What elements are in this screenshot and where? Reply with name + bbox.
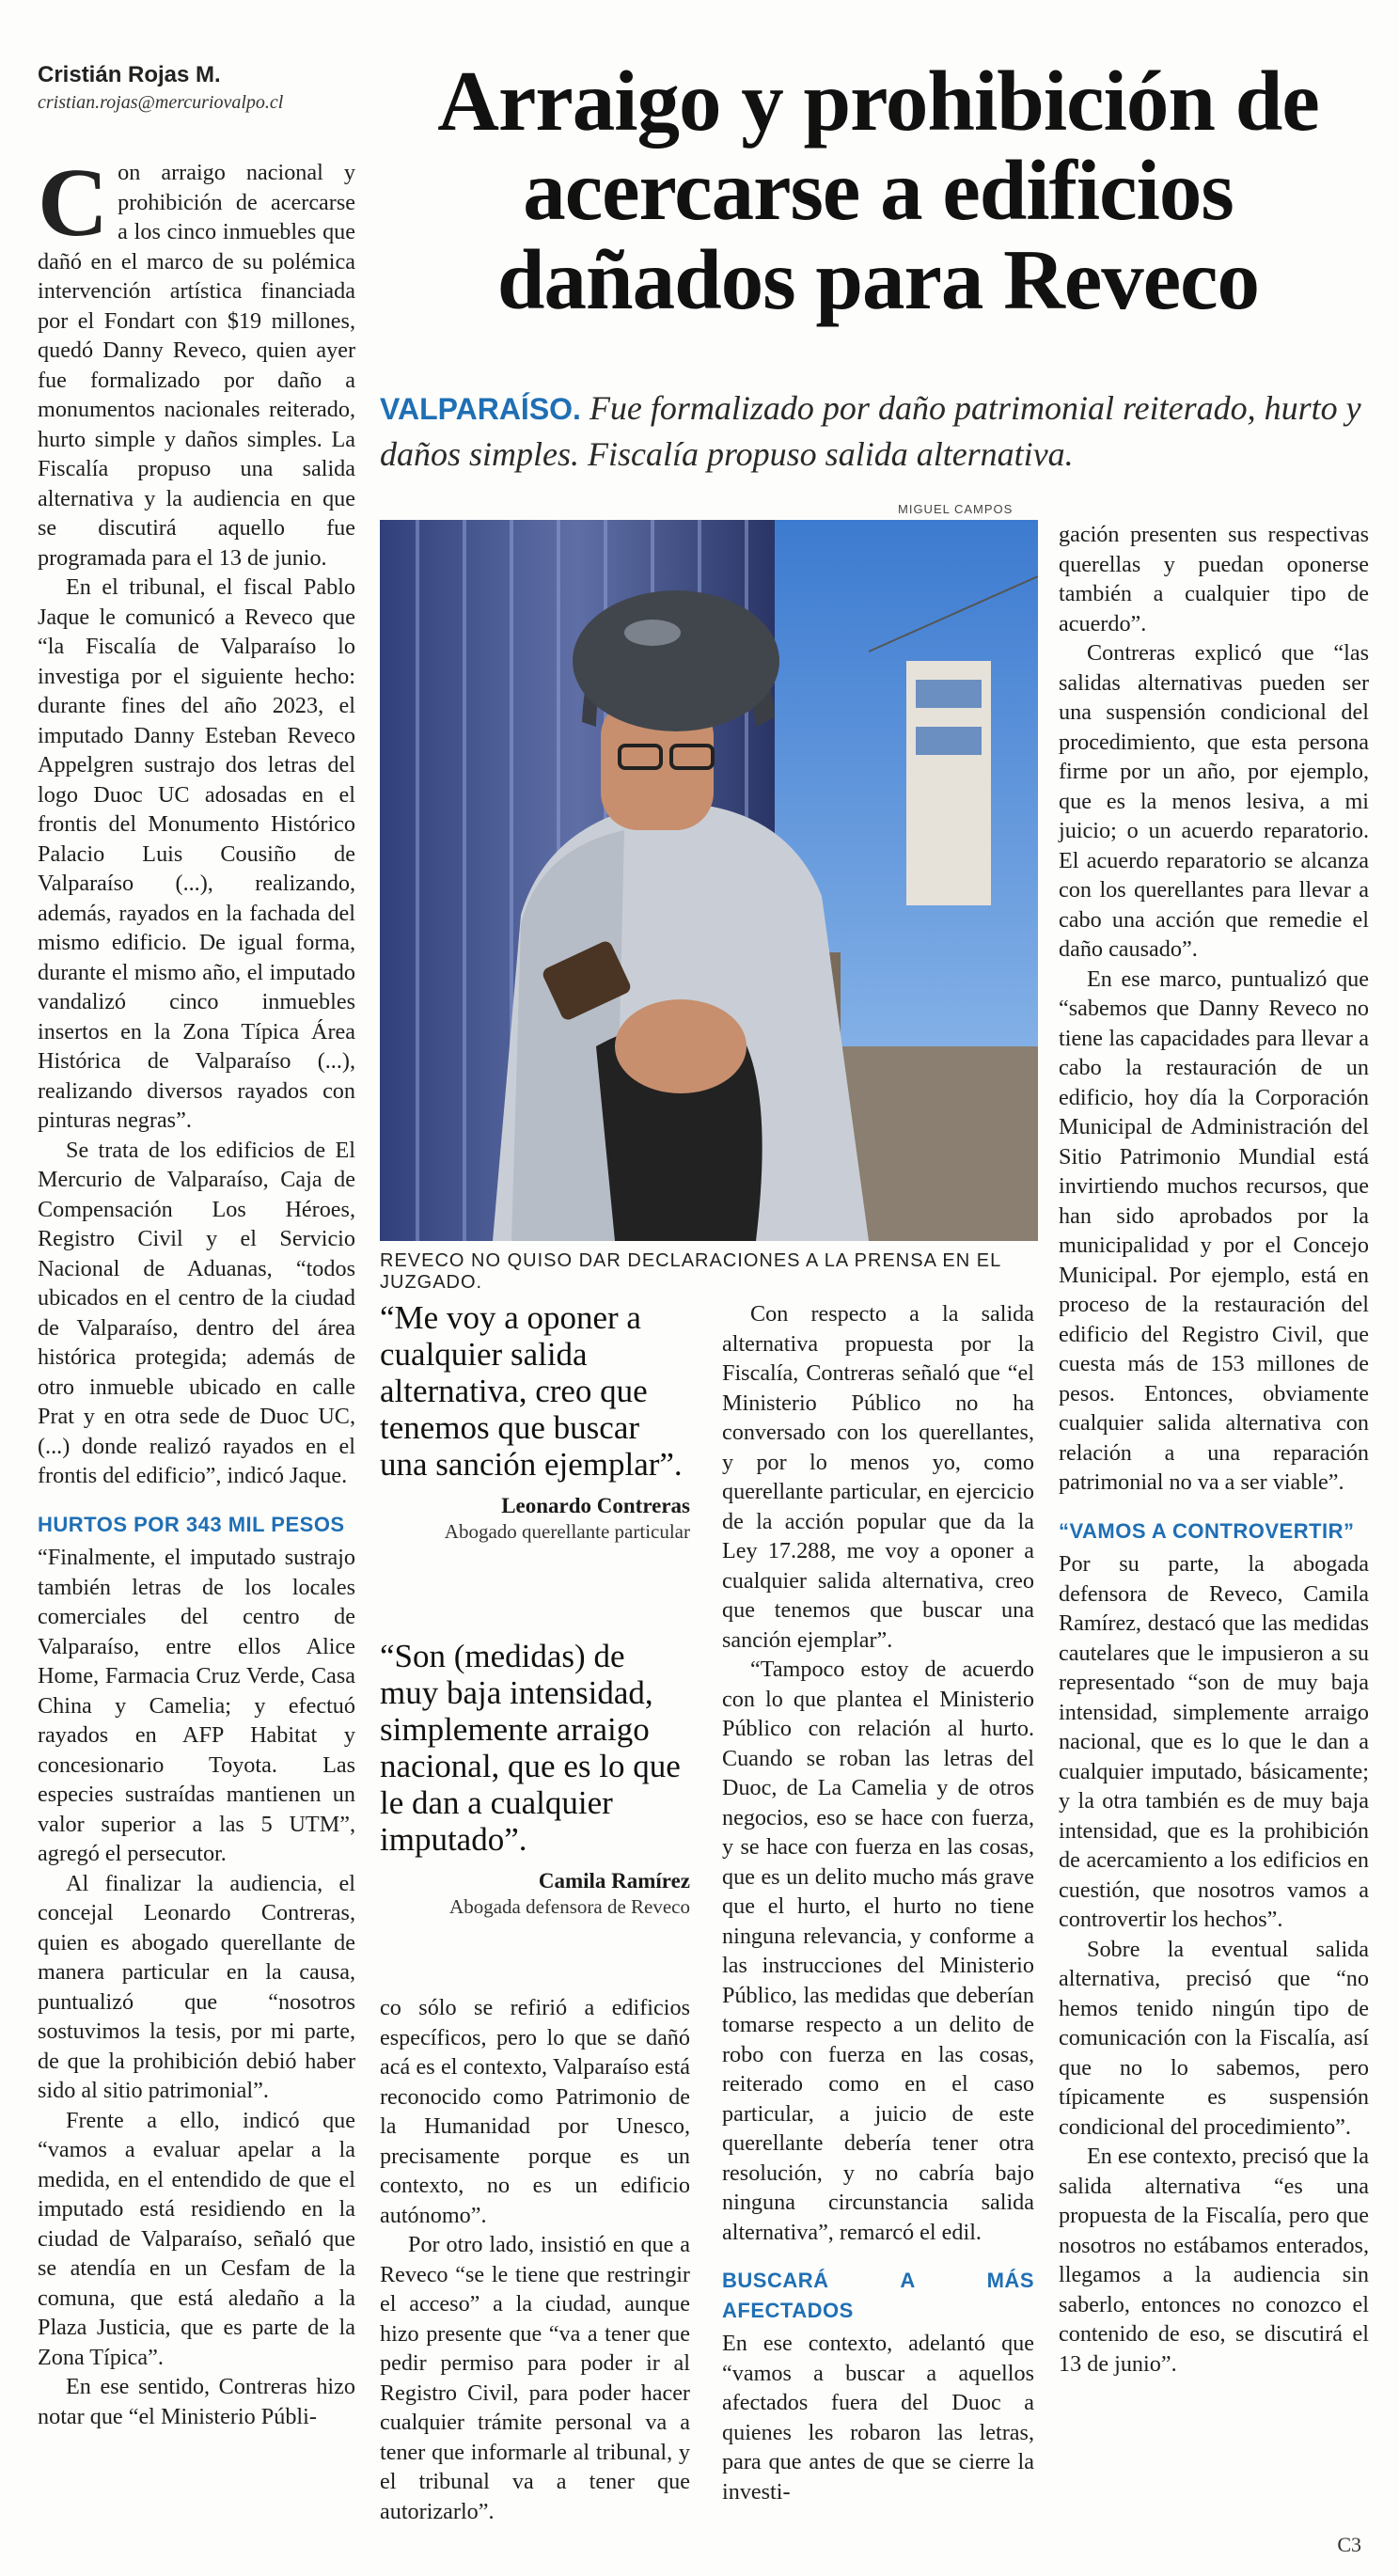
paragraph: Frente a ello, indicó que “vamos a evaluar apelar a la medida, en el entendido de que el imputado está residiendo en la ciudad de Valparaíso, señaló que se atendía en un Cesfam de la comuna, que está aledaño a la Plaza Justicia, que es parte de la Zona Típica”. [38,2107,355,2370]
paragraph: Por su parte, la abogada defensora de Reveco, Camila Ramírez, destacó que las medidas cautelares que le impusieron a su representado “son de muy baja intensidad, simplemente arraigo nacional, que es lo que le dan a cualquier imputado, básicamente; y la otra también es de muy baja intensidad, que es la prohibición de acercamiento a los edificios en cuestión, que nosotros vamos a controvertir los hechos”. [1059,1551,1369,1932]
paragraph: Con respecto a la salida alternativa propuesta por la Fiscalía, Contreras señaló que “el Ministerio Público no ha conversado con los querellantes, y por lo menos yo, como querellante particular, en ejercicio de la acción popular que da la Ley 17.288, me voy a oponer a cualquier salida alternativa, creo que tenemos que buscar una sanción ejemplar”. [722,1301,1034,1653]
deck-kicker: VALPARAÍSO. [380,392,581,426]
subhead-controvertir: “VAMOS A CONTROVERTIR” [1059,1518,1355,1543]
photo-illustration [380,520,1038,1241]
subhead-afectados: BUSCARÁ A MÁS AFECTADOS [722,2269,1034,2322]
end-mark: C3 [1337,2533,1361,2556]
author-email[interactable]: cristian.rojas@mercuriovalpo.cl [38,92,284,113]
deck-subtitle: Fue formalizado por daño patrimonial reiterado, hurto y daños simples. Fiscalía propuso salida alternativa. [380,389,1361,473]
column-1 [38,149,355,2431]
photo-credit: MIGUEL CAMPOS [898,502,1014,516]
drop-cap: C [38,149,109,257]
quote-role: Abogada defensora de Reveco [449,1895,690,1918]
paragraph: En ese marco, puntualizó que “sabemos que Danny Reveco no tiene las capacidades para llevar a cabo la restauración de un edificio, hoy día la Corporación Municipal de Administración del Sitio Patrimonio Mundial está invirtiendo muchos recursos, que han sido aprobados por la municipalidad y por el Concejo Municipal. Por ejemplo, está en proceso de la restauración del edificio del Registro Civil, que cuesta más de 153 millones de pesos. Entonces, obviamente cualquier salida alternativa con relación a una reparación patrimonial no va a ser viable”. [1059,966,1369,1495]
quote-text: “Me voy a oponer a cualquier salida alternativa, creo que tenemos que buscar una sanción ejemplar”. [380,1299,683,1483]
paragraph: Sobre la eventual salida alternativa, precisó que “no hemos tenido ningún tipo de comunicación con la Fiscalía, así que no lo sabemos, pero típicamente es suspensión condicional del procedimiento”. [1059,1936,1369,2140]
paragraph: Por otro lado, insistió en que a Reveco “se le tiene que restringir el acceso” a la ciudad, aunque hizo presente que “va a tener que pedir permiso para poder ir al Registro Civil, para poder hacer cualquier trámite personal va a tener que informarle al tribunal, y el tribunal va a tener que autorizarlo”. [380,2232,690,2524]
news-photo [380,520,1038,1241]
paragraph: En ese contexto, precisó que la salida alternativa “es una propuesta de la Fiscalía, pero que nosotros no estábamos enterados, llegamos a la audiencia sin saberlo, entonces no conozco el contenido de eso, se discutirá el 13 de junio”. [1059,2144,1369,2377]
quote-author: Camila Ramírez [538,1869,690,1893]
paragraph: Se trata de los edificios de El Mercurio de Valparaíso, Caja de Compensación Los Héroes, Registro Civil y el Servicio Nacional de Aduanas, “todos ubicados en el centro de la ciudad de Valparaíso, dentro del área histórica protegida; además de otro inmueble ubicado en calle Prat y en otra sede de Duoc UC, (...) donde realizó rayados en el frontis del edificio”, indicó Jaque. [38,1137,355,1488]
photo-caption: REVECO NO QUISO DAR DECLARACIONES A LA PRENSA EN EL JUZGADO. [380,1250,1001,1293]
headline: Arraigo y prohibición de acercarse a edificios dañados para Reveco [437,54,1319,327]
author-name: Cristián Rojas M. [38,62,221,87]
paragraph: Al finalizar la audiencia, el concejal Leonardo Contreras, quien es abogado querellante de manera particular en la causa, puntualizó que “nosotros sostuvimos la tesis, por mi parte, de que la prohibición debió haber sido al sitio patrimonial”. [38,1870,355,2103]
lead-text: on arraigo nacional y prohibición de acercarse a los cinco inmuebles que dañó en el marco de su polémica intervención artística financiada por el Fondart con $19 millones, quedó Danny Reveco, quien ayer fue formalizado por daño a monumentos nacionales reiterado, hurto simple y daños simples. La Fiscalía propuso una salida alternativa y la audiencia en que se discutirá aquello fue programada para el 13 de junio. [38,160,355,571]
paragraph: En ese sentido, Contreras hizo notar que “el Ministerio Públi- [38,2374,355,2429]
pull-quote-2 [380,1638,690,1919]
quote-text: “Son (medidas) de muy baja intensidad, simplemente arraigo nacional, que es lo que le dan a cualquier imputado”. [380,1638,681,1858]
paragraph: En ese contexto, adelantó que “vamos a buscar a aquellos afectados fuera del Duoc a quienes les robaron las letras, para que antes de que se cierre la investi- [722,2331,1034,2505]
quote-author: Leonardo Contreras [501,1494,690,1517]
column-4 [1059,520,1369,2379]
paragraph: “Finalmente, el imputado sustrajo también letras de los locales comerciales del centro de Valparaíso, entre ellos Alice Home, Farmacia Cruz Verde, Casa China y Camelia; y efectuó rayados en AFP Habitat y concesionario Toyota. Las especies sustraídas mantienen un valor superior a las 5 UTM”, agregó el persecutor. [38,1545,355,1866]
column-3 [722,1299,1034,2506]
paragraph: Contreras explicó que “las salidas alternativas pueden ser una suspensión condicional del procedimiento, que esta persona firme por un año, por ejemplo, que es la menos lesiva, a mi juicio; o un acuerdo reparatorio. El acuerdo reparatorio se alcanza con los querellantes para llevar a cabo una acción que remedie el daño causado”. [1059,640,1369,962]
paragraph: co sólo se refirió a edificios específicos, pero lo que se dañó acá es el contexto, Valparaíso está reconocido como Patrimonio de la Humanidad por Unesco, precisamente porque es un contexto, no es un edificio autónomo”. [380,1995,690,2228]
deck [380,385,1376,477]
paragraph: “Tampoco estoy de acuerdo con lo que plantea el Ministerio Público con relación al hurto. Cuando se roban las letras del Duoc, de La Camelia y de otros negocios, eso se hace con fuerza, y se hace con fuerza en las cosas, que es un delito mucho más grave que el hurto, el hurto no tiene ninguna relevancia, y conforme a las instrucciones del Ministerio Público, las medidas que deberían tomarse respecto a un delito de robo con fuerza en las cosas, reiterado como en el caso particular, a juicio de este querellante debería tener otra resolución, y no cabría bajo ninguna circunstancia salida alternativa”, remarcó el edil. [722,1657,1034,2245]
paragraph: En el tribunal, el fiscal Pablo Jaque le comunicó a Reveco que “la Fiscalía de Valparaíso lo investiga por el siguiente hecho: durante fines del año 2023, el imputado Danny Esteban Reveco Appelgren sustrajo dos letras del logo Duoc UC adosadas en el frontis del Monumento Histórico Palacio Luis Cousiño de Valparaíso (...), realizando, además, rayados en la fachada del mismo edificio. De igual forma, durante el mismo año, el imputado vandalizó cinco inmuebles insertos en la Zona Típica Área Histórica de Valparaíso (...), realizando diversos rayados con pinturas negras”. [38,574,355,1133]
quote-role: Abogado querellante particular [444,1520,690,1543]
lead-paragraph [38,149,355,573]
column-2 [380,1993,690,2526]
subhead-hurtos: HURTOS POR 343 MIL PESOS [38,1512,345,1536]
pull-quote-1 [380,1299,690,1544]
paragraph: gación presenten sus respectivas querellas y puedan oponerse también a cualquier tipo de acuerdo”. [1059,522,1369,636]
